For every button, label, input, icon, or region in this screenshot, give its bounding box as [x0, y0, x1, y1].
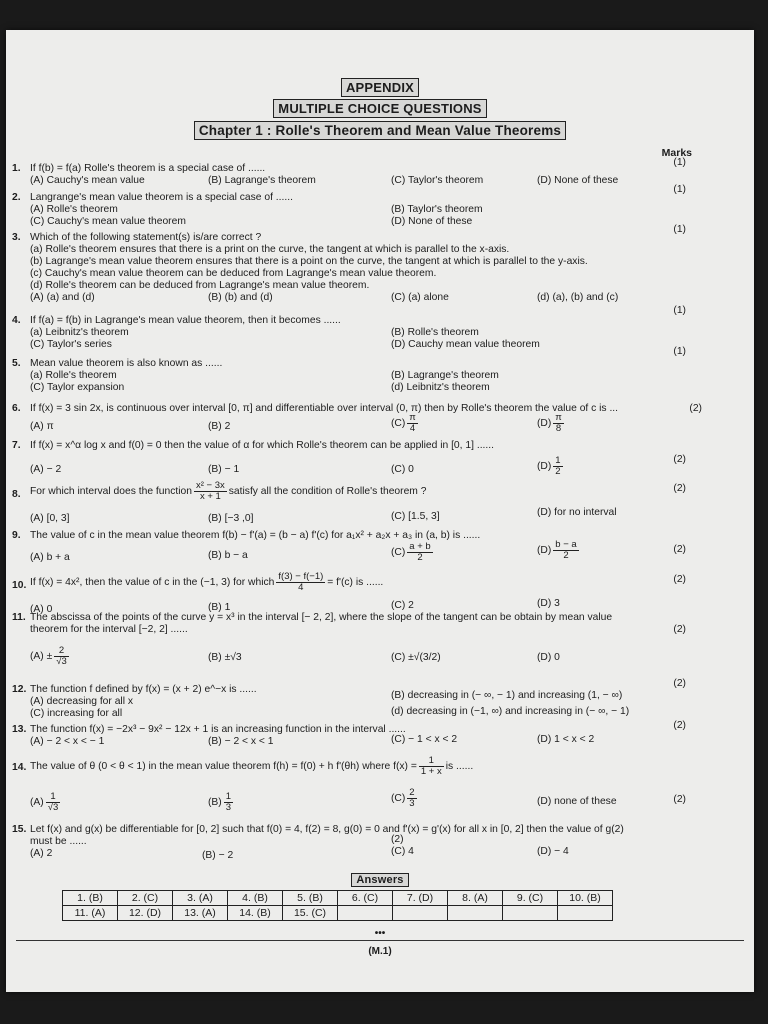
answer-cell: 14. (B) — [228, 906, 283, 921]
answer-cell: 1. (B) — [63, 891, 118, 906]
answer-cell: 3. (A) — [173, 891, 228, 906]
answers-table — [62, 890, 613, 921]
answer-cell: 13. (A) — [173, 906, 228, 921]
answers-heading: Answers — [6, 870, 754, 888]
answer-cell: 5. (B) — [283, 891, 338, 906]
answer-cell: 7. (D) — [393, 891, 448, 906]
answer-cell — [393, 906, 448, 921]
page-number: (M.1) — [368, 946, 392, 957]
answer-cell: 4. (B) — [228, 891, 283, 906]
answer-cell: 10. (B) — [558, 891, 613, 906]
answer-cell — [448, 906, 503, 921]
table-row — [63, 891, 613, 906]
answer-cell: 12. (D) — [118, 906, 173, 921]
section-heading: MULTIPLE CHOICE QUESTIONS — [6, 99, 754, 118]
answer-cell — [503, 906, 558, 921]
divider — [16, 940, 744, 941]
marks-label: Marks — [661, 147, 692, 159]
answer-cell: 11. (A) — [63, 906, 118, 921]
answer-cell: 2. (C) — [118, 891, 173, 906]
chapter-heading: Chapter 1 : Rolle's Theorem and Mean Value Theorems — [6, 121, 754, 140]
answer-cell: 8. (A) — [448, 891, 503, 906]
answer-cell — [558, 906, 613, 921]
document-page: APPENDIX MULTIPLE CHOICE QUESTIONS Chapter 1 : Rolle's Theorem and Mean Value Theorems Marks 1. If f(b) = f(a) Rolle's theorem is a special case of ...... (1) (A) Cauchy's mean value (B) Lagrange's theorem (C) Taylor's theorem (D) None of these 2. Langrange's mean value theorem is a special case of ...... (1) (A) Rolle's theorem (B) Taylor's theorem (C) Cauchy's mean value theorem (D) None of these 3. Which of the following statement(s) is/are correct ? (1) (a) Rolle's theorem ensures that there is a print on the curve, the tangent at which is parallel to the x-axis. (b) Lagrange's mean value theorem ensures that there is a point on the curve, the tangent at which is parallel to the y-axis. (c) Cauchy's mean value theorem can be deduced from Lagrange's mean value theorem. (d) Rolle's theorem can be deduced from Lagrange's mean value theorem. (A) (a) and (d) (B) (b) and (d) (C) (a) alone (d) (a), (b) and (c) 4. If f(a) = f(b) in Lagrange's mean value theorem, then it becomes ...... (1) (a) Leibnitz's theorem (B) Rolle's theorem (C) Taylor's series (D) Cauchy mean value theorem 5. Mean value theorem is also known as ...... (1) (a) Rolle's theorem (B) Lagrange's theorem (C) Taylor expansion (d) Leibnitz's theorem 6. If f(x) = 3 sin 2x, is continuous over interval [0, π] and differentiable over interval (0, π) then by Rolle's theorem the value of c is ... (2) (A) π (B) 2 (C) $\frac{\pi}{4}$ (D) $\frac{\pi}{8}$ 7. If f(x) = x^α log x and f(0) = 0 then the value of α for which Rolle's theorem can be applied in [0, 1] ...... (2) (A) − 2 (B) − 1 (C) 0 (D) $\frac{1}{2}$ 8. For which interval does the function $\frac{\text{x² − 3x}}{x + 1}$ satisfy all the condition of Rolle's theorem ? (2) (A) [0, 3] (B) [−3 ,0] (C) [1.5, 3] (D) for no interval 9. The value of c in the mean value theorem f(b) − f'(a) = (b − a) f'(c) for a₁x² + a₂x + a₃ in (a, b) is ...... (2) (A) b + a (B) b − a (C) $\frac{a + b}{2}$ (D) $\frac{b - a}{2}$ 10. If f(x) = 4x², then the value of c in the (−1, 3) for which $\frac{f(3) - f(-1)}{4}$ = f'(c) is ...... (2) (A) 0 (B) 1 (C) 2 (D) 3 11. The abscissa of the points of the curve y = x³ in the interval [− 2, 2], where the slope of the tangent can be obtain by mean value theorem for the interval [−2, 2] ...... (2) (A) ± $\frac{2}{√3}$ (B) ±√3 (C) ±√(3/2) (D) 0 12. The function f defined by f(x) = (x + 2) e^−x is ...... (2) (A) decreasing for all x (B) decreasing in (− ∞, − 1) and increasing (1, − ∞) (C) increasing for all (d) decreasing in (−1, ∞) and increasing in (− ∞, − 1) 13. The function f(x) = −2x³ − 9x² − 12x + 1 is an increasing function in the interval ...... (2) (A) − 2 < x < − 1 (B) − 2 < x < 1 (C) − 1 < x < 2 (D) 1 < x < 2 14. The value of θ (0 < θ < 1) in the mean value theorem f(h) = f(0) + h f'(θh) where f(x) = $\frac{1}{1 + x}$ is ...... (2) (A) $\frac{1}{√3}$ (B) $\frac{1}{3}$ (C) $\frac{2}{3}$ (D) none of these 15. Let f(x) and g(x) be differentiable for [0, 2] such that f(0) = 4, f(2) = 8, g(0) = 0 and f'(x) = g'(x) for all x in [0, 2] then the value of g(2) must be ...... (2) (A) 2 (B) − 2 (C) 4 (D) − 4 Answers 1. (B) 2. (C) 3. (A) 4. (B) 5. (B) 6. (C) 7. (D) 8. (A) 9. (C) 10. (B) 11. (A) 12. (D) 13. (A) 14. (B) 15. (C) ••• (M.1) — [6, 30, 754, 992]
answer-cell: 9. (C) — [503, 891, 558, 906]
appendix-heading: APPENDIX — [6, 78, 754, 97]
answer-cell — [338, 906, 393, 921]
answer-cell: 6. (C) — [338, 891, 393, 906]
answer-cell: 15. (C) — [283, 906, 338, 921]
table-row — [63, 906, 613, 921]
end-dots: ••• — [374, 928, 386, 939]
